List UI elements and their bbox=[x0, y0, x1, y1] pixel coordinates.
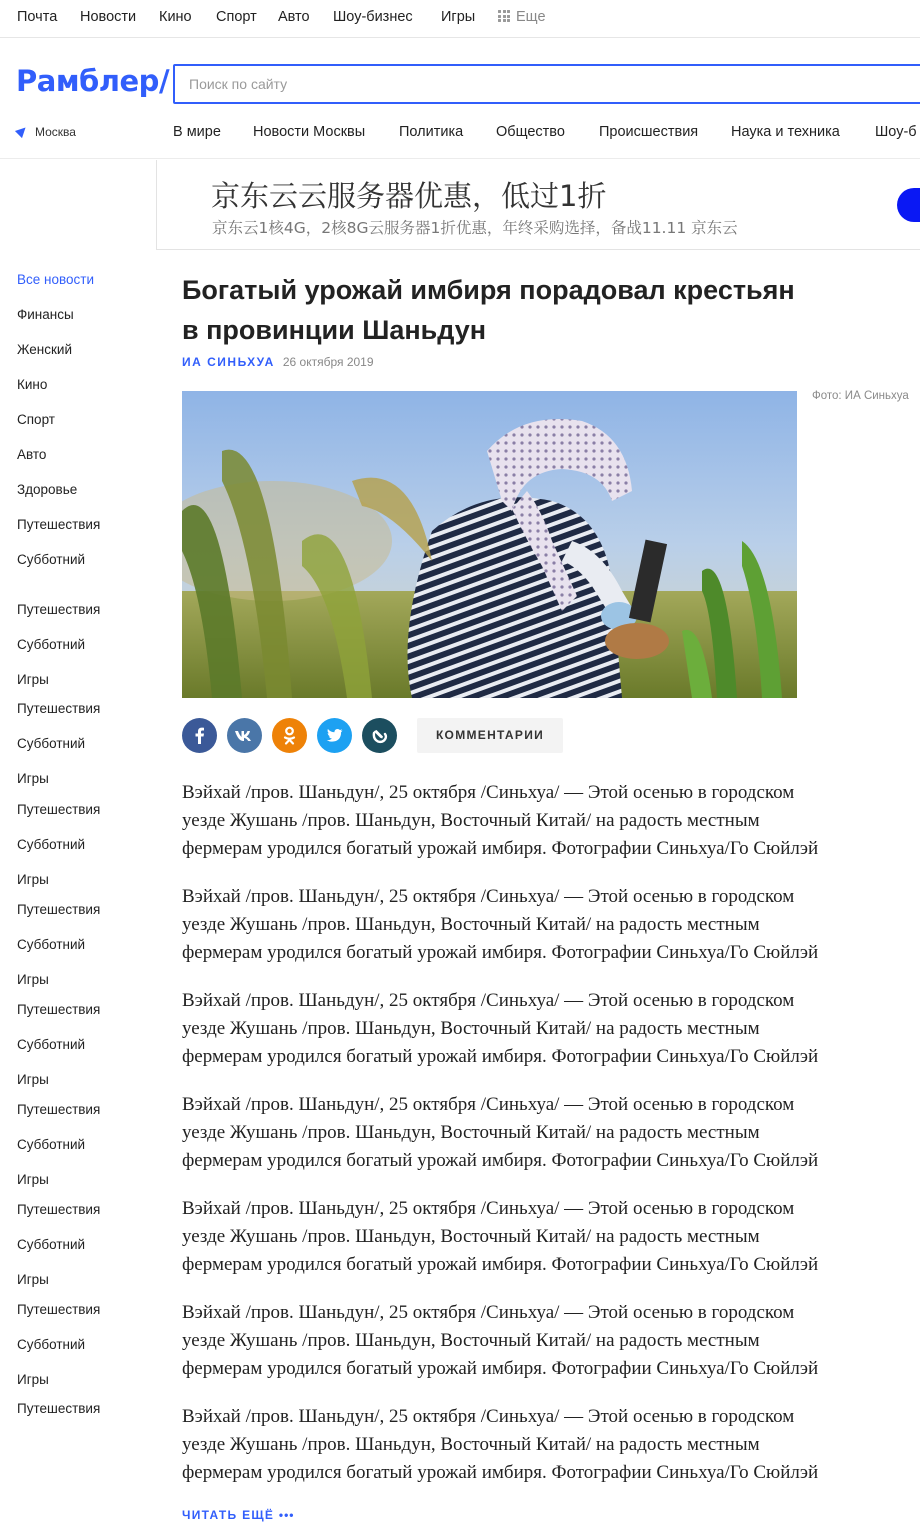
sidebar-item[interactable]: Субботний bbox=[17, 1337, 86, 1352]
paragraph-line: уезде Жушань /пров. Шаньдун, Восточный Китай/ на радость местным bbox=[182, 1434, 760, 1455]
sidebar-item[interactable]: Игры bbox=[17, 1072, 49, 1087]
topnav-more-label: Еще bbox=[516, 9, 546, 25]
paragraph-line: уезде Жушань /пров. Шаньдун, Восточный Китай/ на радость местным bbox=[182, 810, 760, 831]
header-divider bbox=[0, 158, 920, 159]
article-source[interactable]: ИА СИНЬХУА bbox=[182, 355, 275, 369]
grid-icon bbox=[498, 10, 510, 22]
sidebar-item[interactable]: Игры bbox=[17, 1272, 49, 1287]
topnav-mail[interactable]: Почта bbox=[17, 9, 58, 25]
sidebar-item[interactable]: Спорт bbox=[17, 412, 55, 427]
paragraph-line: фермерам уродился богатый урожай имбиря. Фотографии Синьхуа/Го Сюйлэй bbox=[182, 838, 819, 859]
photo-credit: Фото: ИА Синьхуа bbox=[812, 390, 909, 402]
top-navigation bbox=[0, 0, 920, 38]
twitter-share-button[interactable] bbox=[317, 718, 352, 753]
sidebar-item[interactable]: Женский bbox=[17, 342, 73, 357]
sidebar-item[interactable]: Путешествия bbox=[17, 802, 101, 817]
sidebar-item[interactable]: Путешествия bbox=[17, 701, 101, 716]
paragraph-line: Вэйхай /пров. Шаньдун/, 25 октября /Синьхуа/ — Этой осенью в городском bbox=[182, 990, 795, 1011]
ginger-harvest-photo bbox=[182, 391, 797, 698]
article-paragraph bbox=[182, 1195, 882, 1279]
topnav-sport[interactable]: Спорт bbox=[216, 9, 257, 25]
sidebar-item[interactable]: Игры bbox=[17, 972, 49, 987]
topnav-showbiz[interactable]: Шоу-бизнес bbox=[333, 9, 413, 25]
odnoklassniki-share-button[interactable] bbox=[272, 718, 307, 753]
sidebar-item[interactable]: Игры bbox=[17, 1172, 49, 1187]
sidebar-item[interactable]: Путешествия bbox=[17, 1102, 101, 1117]
city-label: Москва bbox=[35, 125, 76, 139]
facebook-icon bbox=[182, 718, 217, 753]
category-incidents[interactable]: Происшествия bbox=[599, 124, 699, 140]
article-paragraph bbox=[182, 1403, 882, 1487]
sidebar-item[interactable]: Субботний bbox=[17, 1237, 86, 1252]
category-society[interactable]: Общество bbox=[496, 124, 565, 140]
sidebar-item[interactable]: Субботний bbox=[17, 637, 86, 652]
twitter-icon bbox=[317, 718, 352, 753]
sidebar-item[interactable]: Субботний bbox=[17, 1037, 86, 1052]
sidebar-item[interactable]: Авто bbox=[17, 447, 47, 462]
sidebar-item[interactable]: Игры bbox=[17, 672, 49, 687]
article-paragraph bbox=[182, 987, 882, 1071]
paragraph-line: фермерам уродился богатый урожай имбиря. Фотографии Синьхуа/Го Сюйлэй bbox=[182, 1358, 819, 1379]
ellipsis-icon: ••• bbox=[278, 1508, 295, 1522]
paragraph-line: фермерам уродился богатый урожай имбиря. Фотографии Синьхуа/Го Сюйлэй bbox=[182, 1150, 819, 1171]
rambler-logo[interactable]: Рамблер/ bbox=[16, 64, 170, 98]
article-photo[interactable] bbox=[182, 391, 797, 698]
paragraph-line: уезде Жушань /пров. Шаньдун, Восточный Китай/ на радость местным bbox=[182, 1018, 760, 1039]
odnoklassniki-icon bbox=[272, 718, 307, 753]
sidebar-item[interactable]: Игры bbox=[17, 771, 49, 786]
ad-button[interactable] bbox=[897, 188, 920, 222]
sidebar-item[interactable]: Игры bbox=[17, 1372, 49, 1387]
category-navigation bbox=[0, 124, 920, 144]
category-politics[interactable]: Политика bbox=[399, 124, 464, 140]
article-headline bbox=[182, 270, 842, 350]
sidebar-item[interactable]: Путешествия bbox=[17, 1202, 101, 1217]
facebook-share-button[interactable] bbox=[182, 718, 217, 753]
paragraph-line: уезде Жушань /пров. Шаньдун, Восточный Китай/ на радость местным bbox=[182, 1226, 760, 1247]
sidebar-item[interactable]: Игры bbox=[17, 872, 49, 887]
article-paragraph bbox=[182, 1299, 882, 1383]
sidebar-item[interactable]: Путешествия bbox=[17, 602, 101, 617]
topnav-auto[interactable]: Авто bbox=[278, 9, 310, 25]
sidebar-item[interactable]: Кино bbox=[17, 377, 48, 392]
vk-icon bbox=[227, 718, 262, 753]
paragraph-line: Вэйхай /пров. Шаньдун/, 25 октября /Синьхуа/ — Этой осенью в городском bbox=[182, 886, 795, 907]
headline-line: Богатый урожай имбиря порадовал крестьян bbox=[182, 275, 795, 305]
sidebar-item[interactable]: Субботний bbox=[17, 937, 86, 952]
sidebar-item[interactable]: Субботний bbox=[17, 552, 86, 567]
article-date: 26 октября 2019 bbox=[282, 355, 374, 369]
sidebar-item[interactable]: Путешествия bbox=[17, 517, 101, 532]
read-more-link[interactable] bbox=[182, 1508, 295, 1522]
paragraph-line: уезде Жушань /пров. Шаньдун, Восточный Китай/ на радость местным bbox=[182, 1330, 760, 1351]
sidebar-item[interactable]: Здоровье bbox=[17, 482, 78, 497]
sidebar-item[interactable]: Субботний bbox=[17, 837, 86, 852]
sidebar-item[interactable]: Путешествия bbox=[17, 1302, 101, 1317]
sidebar-item[interactable]: Субботний bbox=[17, 736, 86, 751]
livejournal-icon bbox=[362, 718, 397, 753]
ad-subtitle: 京东云1核4G，2核8G云服务器1折优惠，年终采购选择，备战11.11 京东云 bbox=[212, 219, 738, 237]
ad-banner[interactable] bbox=[156, 160, 920, 250]
read-more-label: ЧИТАТЬ ЕЩЁ bbox=[182, 1508, 275, 1522]
livejournal-share-button[interactable] bbox=[362, 718, 397, 753]
paragraph-line: уезде Жушань /пров. Шаньдун, Восточный Китай/ на радость местным bbox=[182, 1122, 760, 1143]
paragraph-line: Вэйхай /пров. Шаньдун/, 25 октября /Синьхуа/ — Этой осенью в городском bbox=[182, 1198, 795, 1219]
topnav-news[interactable]: Новости bbox=[80, 9, 137, 25]
topnav-more[interactable] bbox=[498, 9, 546, 25]
category-showbiz[interactable]: Шоу-б bbox=[875, 124, 917, 140]
paragraph-line: фермерам уродился богатый урожай имбиря. Фотографии Синьхуа/Го Сюйлэй bbox=[182, 1462, 819, 1483]
sidebar-item[interactable]: Путешествия bbox=[17, 1401, 101, 1416]
comments-button[interactable]: КОММЕНТАРИИ bbox=[417, 718, 563, 753]
paragraph-line: фермерам уродился богатый урожай имбиря. Фотографии Синьхуа/Го Сюйлэй bbox=[182, 1254, 819, 1275]
article-meta bbox=[182, 355, 374, 369]
sidebar-item-all-news[interactable]: Все новости bbox=[17, 272, 94, 287]
paragraph-line: Вэйхай /пров. Шаньдун/, 25 октября /Синьхуа/ — Этой осенью в городском bbox=[182, 782, 795, 803]
sidebar-item[interactable]: Финансы bbox=[17, 307, 74, 322]
category-moscow[interactable]: Новости Москвы bbox=[253, 124, 366, 140]
paragraph-line: Вэйхай /пров. Шаньдун/, 25 октября /Синьхуа/ — Этой осенью в городском bbox=[182, 1094, 795, 1115]
topnav-cinema[interactable]: Кино bbox=[159, 9, 192, 25]
ad-title[interactable]: 京东云云服务器优惠，低过1折 bbox=[211, 179, 607, 213]
vk-share-button[interactable] bbox=[227, 718, 262, 753]
paragraph-line: Вэйхай /пров. Шаньдун/, 25 октября /Синьхуа/ — Этой осенью в городском bbox=[182, 1406, 795, 1427]
paragraph-line: фермерам уродился богатый урожай имбиря. Фотографии Синьхуа/Го Сюйлэй bbox=[182, 942, 819, 963]
article-paragraph bbox=[182, 1091, 882, 1175]
search-input[interactable] bbox=[173, 64, 920, 104]
headline-line: в провинции Шаньдун bbox=[182, 315, 487, 345]
article-paragraph bbox=[182, 883, 882, 967]
article-paragraph bbox=[182, 779, 882, 863]
paragraph-line: уезде Жушань /пров. Шаньдун, Восточный Китай/ на радость местным bbox=[182, 914, 760, 935]
paragraph-line: фермерам уродился богатый урожай имбиря. Фотографии Синьхуа/Го Сюйлэй bbox=[182, 1046, 819, 1067]
sidebar-item[interactable]: Субботний bbox=[17, 1137, 86, 1152]
sidebar-item[interactable]: Путешествия bbox=[17, 1002, 101, 1017]
sidebar-item[interactable]: Путешествия bbox=[17, 902, 101, 917]
paragraph-line: Вэйхай /пров. Шаньдун/, 25 октября /Синьхуа/ — Этой осенью в городском bbox=[182, 1302, 795, 1323]
category-world[interactable]: В мире bbox=[173, 124, 221, 140]
topnav-games[interactable]: Игры bbox=[441, 9, 476, 25]
category-science[interactable]: Наука и техника bbox=[731, 124, 840, 140]
